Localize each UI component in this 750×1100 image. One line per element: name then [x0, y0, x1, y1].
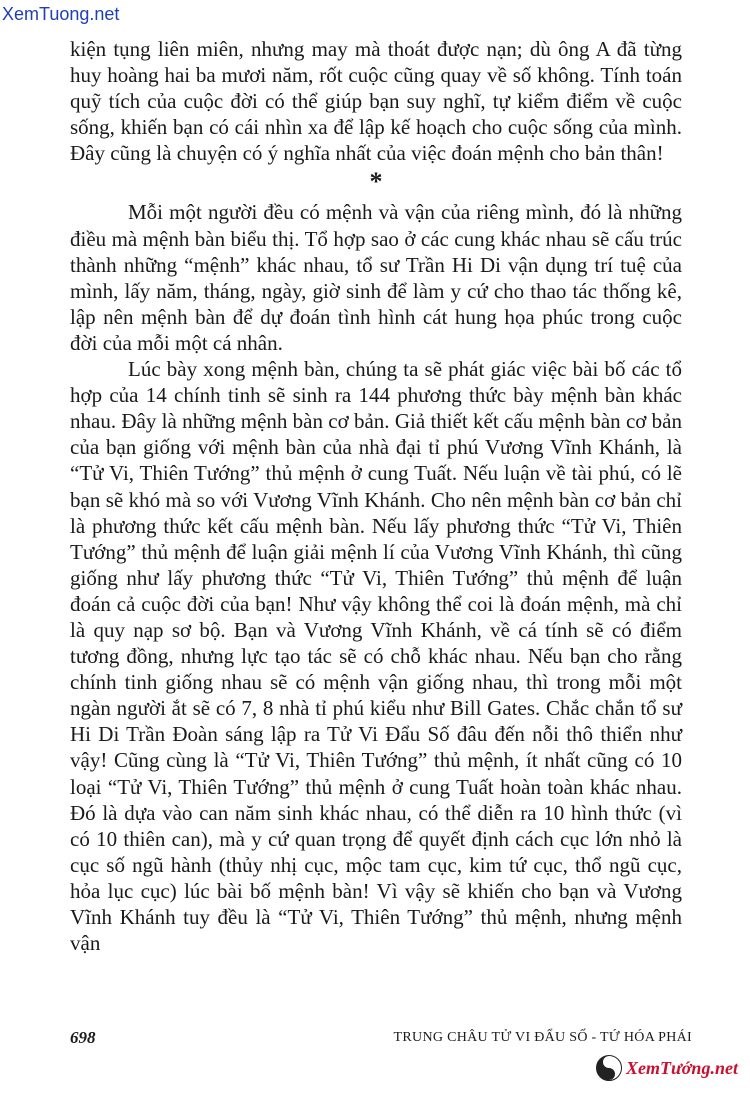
page-number: 698	[70, 1028, 96, 1047]
section-separator: *	[369, 167, 383, 197]
paragraph-3: Lúc bày xong mệnh bàn, chúng ta sẽ phát giác việc bài bố các tổ hợp của 14 chính tinh sẽ sinh ra 144 phương thức bày mệnh bàn khác nhau. Đây là những mệnh bàn cơ bản. Giả thiết kết cấu mệnh bàn cơ bản của bạn giống với mệnh bàn của nhà đại tỉ phú Vương Vĩnh Khánh, là “Tử Vi, Thiên Tướng” thủ mệnh ở cung Tuất. Nếu luận về tài phú, có lẽ bạn sẽ khó mà so với Vương Vĩnh Khánh. Cho nên mệnh bàn cơ bản chỉ là phương thức kết cấu mệnh bàn. Nếu lấy phương thức “Tử Vi, Thiên Tướng” thủ mệnh để luận giải mệnh lí của Vương Vĩnh Khánh, thì cũng giống như lấy phương thức “Tử Vi, Thiên Tướng” thủ mệnh để luận đoán cả cuộc đời của bạn! Như vậy không thể coi là đoán mệnh, mà chỉ là quy nạp sơ bộ. Bạn và Vương Vĩnh Khánh, về cá tính sẽ có điểm tương đồng, nhưng lực tạo tác sẽ có chỗ khác nhau. Nếu bạn cho rằng chính tinh giống nhau sẽ có mệnh vận giống nhau, thì trong mỗi một ngàn người ắt sẽ có 7, 8 nhà tỉ phú kiểu như Bill Gates. Chắc chắn tổ sư Hi Di Trần Đoàn sáng lập ra Tử Vi Đẩu Số đâu đến nỗi thô thiển như vậy! Cũng cùng là “Tử Vi, Thiên Tướng” thủ mệnh, ít nhất cũng có 10 loại “Tử Vi, Thiên Tướng” thủ mệnh ở cung Tuất hoàn toàn khác nhau. Đó là dựa vào can năm sinh khác nhau, có thể diễn ra 10 hình thức (vì có 10 thiên can), mà y cứ quan trọng để quyết định cách cục lớn nhỏ là cục số ngũ hành (thủy nhị cục, mộc tam cục, kim tứ cục, thổ ngũ cục, hỏa lục cục) lúc bài bố mệnh bàn! Vì vậy sẽ khiến cho bạn và Vương Vĩnh Khánh tuy đều là “Tử Vi, Thiên Tướng” thủ mệnh, nhưng mệnh vận	[70, 357, 682, 956]
site-logo[interactable]	[596, 1055, 738, 1081]
page-body	[70, 36, 682, 956]
paragraph-1: kiện tụng liên miên, nhưng may mà thoát được nạn; dù ông A đã từng huy hoàng hai ba mươi năm, rốt cuộc cũng quay về số không. Tính toán quỹ tích của cuộc đời có thể giúp bạn suy nghĩ, tự kiểm điểm về cuộc sống, khiến bạn có cái nhìn xa để lập kế hoạch cho cuộc sống của mình. Đây cũng là chuyện có ý nghĩa nhất của việc đoán mệnh cho bản thân!	[70, 37, 682, 166]
site-label[interactable]: XemTuong.net	[2, 4, 120, 24]
logo-text: XemTướng.net	[626, 1057, 738, 1078]
book-title: TRUNG CHÂU TỬ VI ĐẨU SỐ - TỨ HÓA PHÁI	[393, 1030, 692, 1045]
paragraph-2: Mỗi một người đều có mệnh và vận của riêng mình, đó là những điều mà mệnh bàn biểu thị. Tổ hợp sao ở các cung khác nhau sẽ cấu trúc thành những “mệnh” khác nhau, tổ sư Trần Hi Di vận dụng trí tuệ của mình, lấy năm, tháng, ngày, giờ sinh để làm y cứ cho thao tác thống kê, lập nên mệnh bàn để dự đoán tình hình cát hung họa phúc trong cuộc đời của mỗi một cá nhân.	[70, 200, 682, 355]
yin-yang-icon	[596, 1055, 622, 1081]
